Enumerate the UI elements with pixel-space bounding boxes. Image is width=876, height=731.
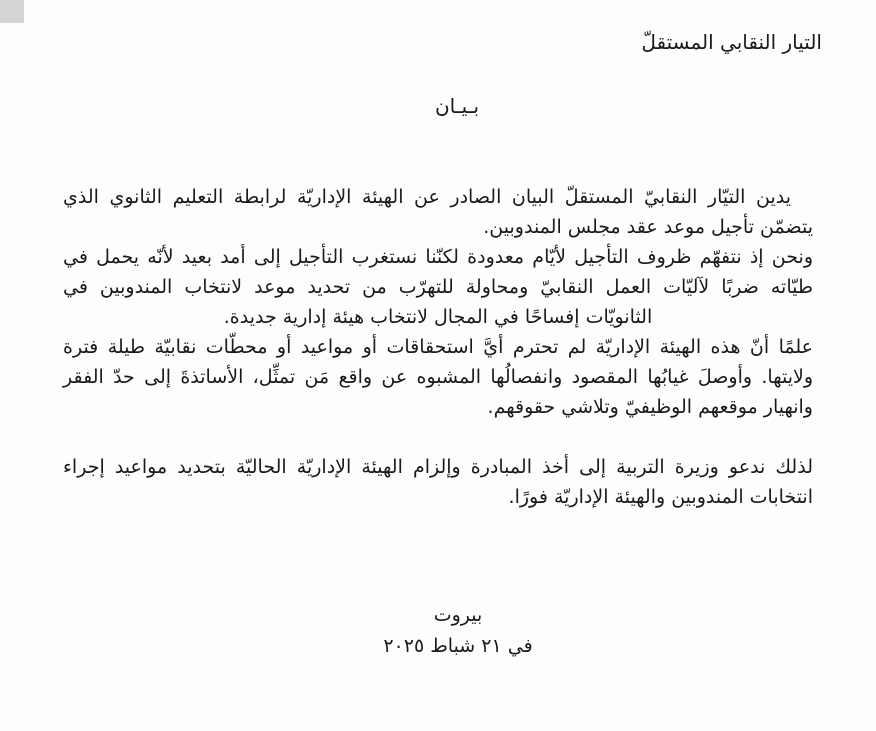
signoff-block [20, 600, 876, 662]
paragraph-board-record: علمًا أنّ هذه الهيئة الإداريّة لم تحترم أيَّ استحقاقات أو مواعيد أو محطّات نقابيّة طيلة فترة ولايتها. وأوصلَ غيابُها المقصود وانفصالُها المشبوه عن واقع مَن تمثِّل، الأساتذةَ إلى حدّ الفقر وانهيار موقعهم الوظيفيّ وتلاشي حقوقهم. [63, 336, 813, 418]
organization-title: التيار النقابي المستقلّ [641, 30, 822, 54]
statement-heading: بـيـان [434, 94, 480, 118]
signoff-city: بيروت [433, 604, 483, 626]
scan-artifact [0, 0, 24, 23]
signoff-date: في ٢١ شباط ٢٠٢٥ [383, 635, 533, 657]
paragraph-postponement-critique: ونحن إذ نتفهّم ظروف التأجيل لأيّام معدودة لكنّنا نستغرب التأجيل إلى أمد بعيد لأنّه يحمل في طيّاته ضربًا لآليّات العمل النقابيّ ومحاولة للتهرّب من تحديد موعد لانتخاب المندوبين في الثانويّات إفساحًا في المجال لانتخاب هيئة إدارية جديدة. [63, 246, 813, 328]
statement-body [63, 182, 813, 512]
paragraph-condemnation: يدين التيّار النقابيّ المستقلّ البيان الصادر عن الهيئة الإداريّة لرابطة التعليم الثانوي الذي يتضمّن تأجيل موعد عقد مجلس المندوبين. [63, 186, 813, 238]
paragraph-call-to-minister: لذلك ندعو وزيرة التربية إلى أخذ المبادرة وإلزام الهيئة الإداريّة الحاليّة بتحديد مواعيد إجراء انتخابات المندوبين والهيئة الإداريّة فورًا. [63, 456, 813, 508]
